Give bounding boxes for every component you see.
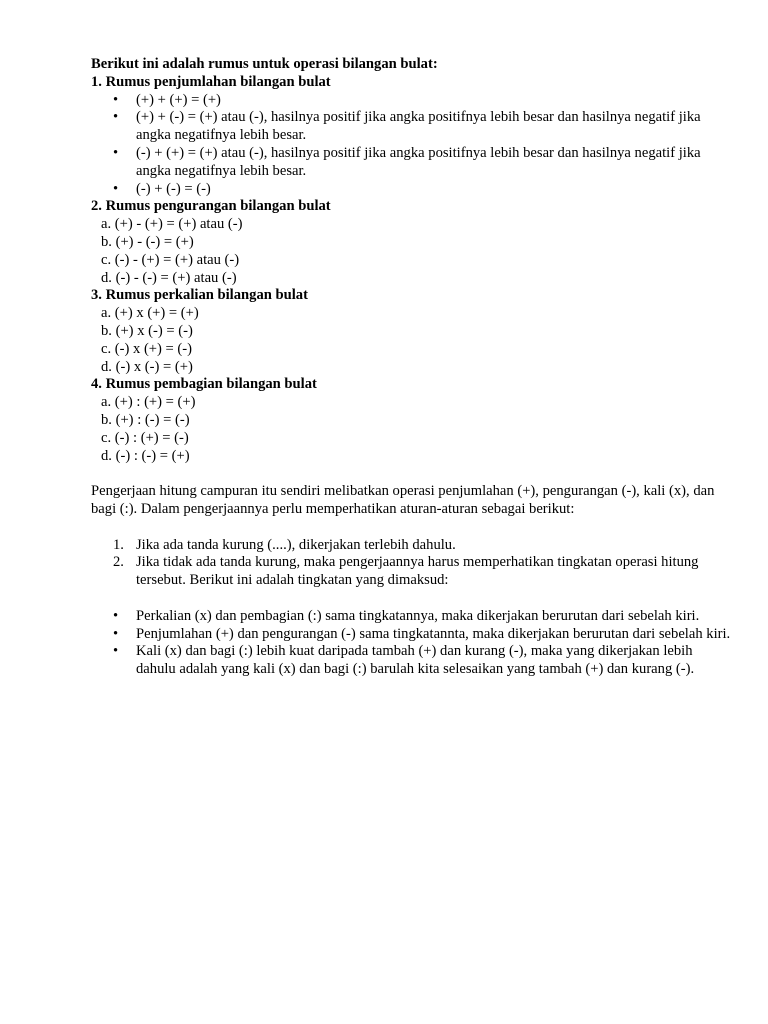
- list-number: 1.: [113, 536, 124, 553]
- spacer: [91, 519, 731, 537]
- list-item: • (-) + (-) = (-): [113, 180, 211, 197]
- section-heading-addition: 1. Rumus penjumlahan bilangan bulat: [91, 73, 331, 90]
- list-item: • (+) + (+) = (+): [113, 91, 221, 108]
- list-item: • (-) + (+) = (+) atau (-), hasilnya positif jika angka positifnya lebih besar dan hasilnya negatif jika angka negatifnya lebih besar.: [113, 144, 701, 179]
- list-item: b. (+) : (-) = (-): [101, 411, 190, 428]
- mixed-operations-paragraph: Pengerjaan hitung campuran itu sendiri melibatkan operasi penjumlahan (+), pengurangan (-), kali (x), dan bagi (:). Dalam pengerjaannya perlu memperhatikan aturan-aturan sebagai berikut:: [91, 483, 715, 517]
- list-item: • (+) + (-) = (+) atau (-), hasilnya positif jika angka positifnya lebih besar dan hasilnya negatif jika angka negatifnya lebih besar.: [113, 109, 701, 144]
- multiplication-rules-list: [91, 305, 731, 376]
- spacer: [91, 590, 731, 608]
- section-heading-division: 4. Rumus pembagian bilangan bulat: [91, 376, 317, 393]
- bullet-icon: •: [113, 109, 119, 126]
- list-item: a. (+) : (+) = (+): [101, 394, 196, 411]
- list-item: b. (+) - (-) = (+): [101, 233, 194, 250]
- list-item: a. (+) - (+) = (+) atau (-): [101, 216, 243, 233]
- list-item: 1. Jika ada tanda kurung (....), dikerjakan terlebih dahulu.: [113, 536, 456, 553]
- list-item: a. (+) x (+) = (+): [101, 305, 199, 322]
- intro-heading: Berikut ini adalah rumus untuk operasi bilangan bulat:: [91, 56, 438, 72]
- numbered-rules-list: [91, 537, 731, 590]
- list-item: 2. Jika tidak ada tanda kurung, maka pengerjaannya harus memperhatikan tingkatan operasi hitung tersebut. Berikut ini adalah tingkatan yang dimaksud:: [113, 554, 699, 589]
- bullet-icon: •: [113, 144, 119, 161]
- list-item: d. (-) : (-) = (+): [101, 447, 190, 464]
- list-item: d. (-) - (-) = (+) atau (-): [101, 269, 237, 286]
- bullet-icon: •: [113, 625, 119, 642]
- list-item: • Penjumlahan (+) dan pengurangan (-) sama tingkatannta, maka dikerjakan berurutan dari sebelah kiri.: [113, 625, 731, 642]
- addition-rules-list: [91, 92, 731, 199]
- bullet-icon: •: [113, 607, 119, 624]
- list-item: c. (-) - (+) = (+) atau (-): [101, 251, 240, 268]
- spacer: [91, 465, 731, 483]
- division-rules-list: [91, 394, 731, 465]
- list-number: 2.: [113, 554, 124, 571]
- list-item: b. (+) x (-) = (-): [101, 322, 193, 339]
- list-item: d. (-) x (-) = (+): [101, 358, 193, 375]
- bullet-icon: •: [113, 180, 119, 197]
- list-item: • Perkalian (x) dan pembagian (:) sama tingkatannya, maka dikerjakan berurutan dari sebelah kiri.: [113, 607, 700, 624]
- section-heading-subtraction: 2. Rumus pengurangan bilangan bulat: [91, 198, 331, 215]
- list-item: c. (-) x (+) = (-): [101, 340, 193, 357]
- operation-levels-list: [91, 608, 731, 679]
- section-heading-multiplication: 3. Rumus perkalian bilangan bulat: [91, 287, 308, 304]
- subtraction-rules-list: [91, 216, 731, 287]
- document-page: [91, 56, 731, 679]
- bullet-icon: •: [113, 91, 119, 108]
- list-item: c. (-) : (+) = (-): [101, 429, 189, 446]
- bullet-icon: •: [113, 643, 119, 660]
- list-item: • Kali (x) dan bagi (:) lebih kuat daripada tambah (+) dan kurang (-), maka yang dikerjakan lebih dahulu adalah yang kali (x) dan bagi (:) barulah kita selesaikan yang tambah (+) dan kurang (-).: [113, 643, 695, 678]
